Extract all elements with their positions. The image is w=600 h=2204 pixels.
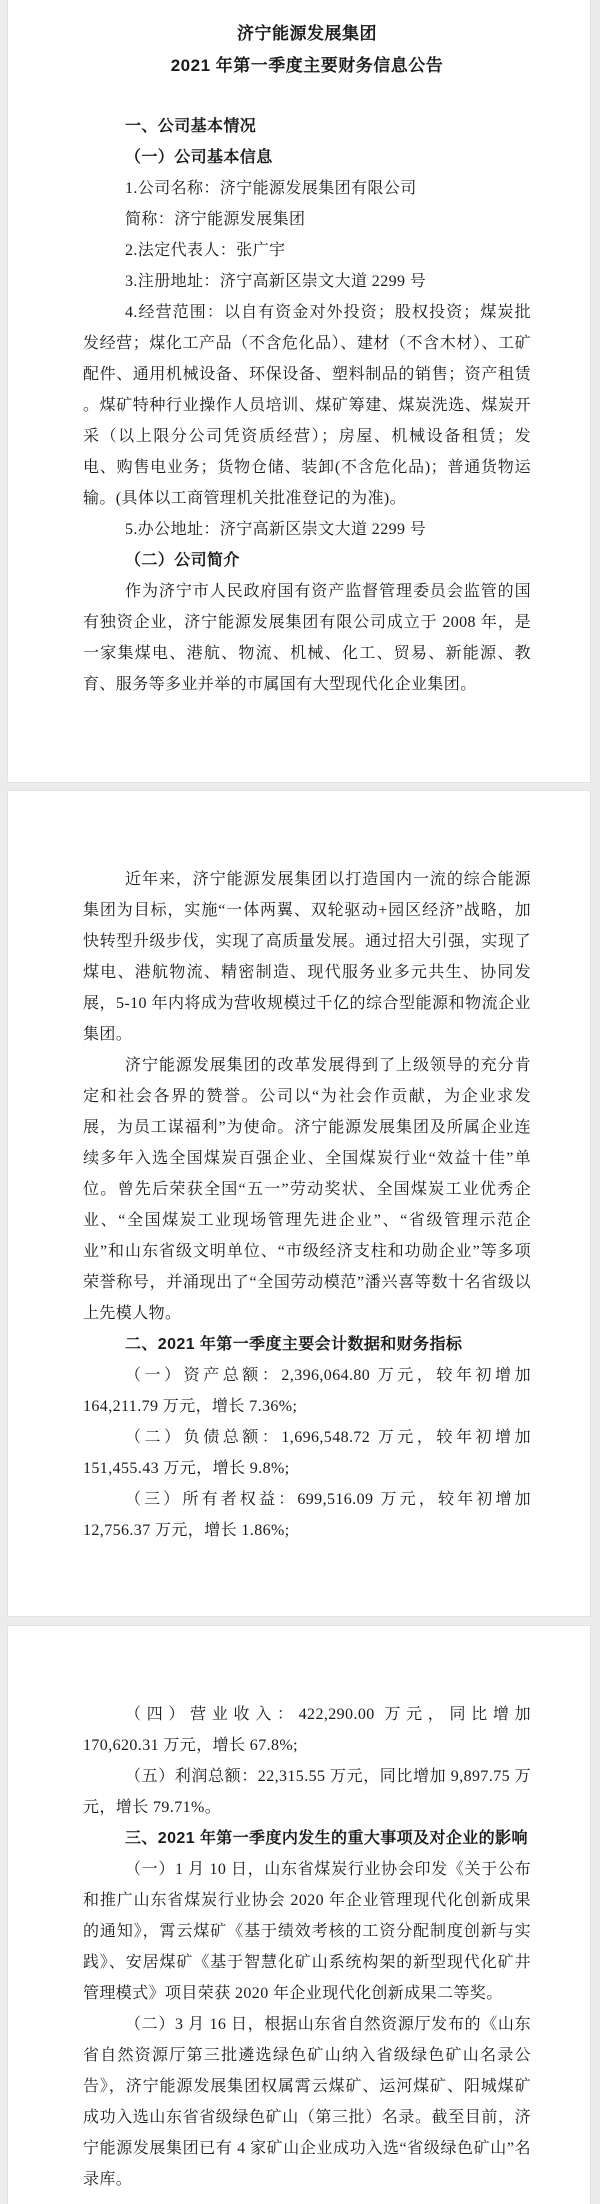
heading-section-1: 一、公司基本情况: [125, 118, 257, 135]
para-honors: 济宁能源发展集团的改革发展得到了上级领导的充分肯定和社会各界的赞誉。公司以“为社会作贡献，为企业求发展，为员工谋福利”为使命。济宁能源发展集团及所属企业连续多年入选全国煤炭百强企业、全国煤炭行业“效益十佳”单位。曾先后荣获全国“五一”劳动奖状、全国煤炭工业优秀企业、“全国煤炭工业现场管理先进企业”、“省级管理示范企业”和山东省级文明单位、“市级经济支柱和功勋企业”等多项荣誉称号，并涌现出了“全国劳动模范”潘兴喜等数十名省级以上先模人物。: [83, 1057, 531, 1322]
para-major-event-2: （二）3 月 16 日，根据山东省自然资源厅发布的《山东省自然资源厅第三批遴选绿色矿山纳入省级绿色矿山名录公告》，济宁能源发展集团权属霄云煤矿、运河煤矿、阳城煤矿成功入选山东省省级绿色矿山（第三批）名录。截至目前，济宁能源发展集团已有 4 家矿山企业成功入选“省级绿色矿山”名录库。: [83, 2016, 531, 2188]
fin-total-assets: （一）资产总额：2,396,064.80 万元，较年初增加 164,211.79 万元，增长 7.36%;: [83, 1367, 531, 1415]
para-strategy: 近年来，济宁能源发展集团以打造国内一流的综合能源集团为目标，实施“一体两翼、双轮驱动+园区经济”战略，加快转型升级步伐，实现了高质量发展。通过招大引强，实现了煤电、港航物流、精密制造、现代服务业多元共生、协同发展，5-10 年内将成为营收规模过千亿的综合型能源和物流企业集团。: [83, 871, 531, 1043]
document-title-line2: 2021 年第一季度主要财务信息公告: [170, 56, 444, 75]
item-office-address: 5.办公地址：济宁高新区崇文大道 2299 号: [125, 521, 427, 538]
para-company-profile: 作为济宁市人民政府国有资产监督管理委员会监管的国有独资企业，济宁能源发展集团有限公司成立于 2008 年，是一家集煤电、港航、物流、机械、化工、贸易、新能源、教育、服务等多业并举的市属国有大型现代化企业集团。: [83, 583, 531, 693]
item-registered-address: 3.注册地址：济宁高新区崇文大道 2299 号: [125, 273, 427, 290]
page-1: [7, 0, 591, 783]
page-3-content: [8, 1626, 590, 2195]
page-3: [7, 1625, 591, 2204]
page-1-content: [8, 0, 590, 700]
heading-section-2: 二、2021 年第一季度主要会计数据和财务指标: [125, 1336, 463, 1353]
para-major-event-1: （一）1 月 10 日，山东省煤炭行业协会印发《关于公布和推广山东省煤炭行业协会 2020 年企业管理现代化创新成果的通知》，霄云煤矿《基于绩效考核的工资分配制度创新与实践》、安居煤矿《基于智慧化矿山系统构架的新型现代化矿井管理模式》项目荣获 2020 年企业现代化创新成果二等奖。: [83, 1861, 531, 2002]
heading-section-3: 三、2021 年第一季度内发生的重大事项及对企业的影响: [125, 1830, 528, 1847]
heading-company-profile: （二）公司简介: [125, 552, 240, 569]
heading-basic-info: （一）公司基本信息: [125, 149, 273, 166]
fin-total-liabilities: （二）负债总额：1,696,548.72 万元，较年初增加 151,455.43 万元，增长 9.8%;: [83, 1429, 531, 1477]
document-title: [83, 18, 531, 82]
item-company-name: 1.公司名称：济宁能源发展集团有限公司: [125, 180, 417, 197]
fin-total-profit: （五）利润总额：22,315.55 万元，同比增加 9,897.75 万元，增长 79.71%。: [83, 1768, 531, 1816]
item-legal-representative: 2.法定代表人：张广宇: [125, 242, 286, 259]
item-business-scope: 4.经营范围：以自有资金对外投资；股权投资；煤炭批发经营；煤化工产品（不含危化品）、建材（不含木材）、工矿配件、通用机械设备、环保设备、塑料制品的销售；资产租赁 。煤矿特种行业操作人员培训、煤矿筹建、煤炭洗选、煤炭开采（以上限分公司凭资质经营）；房屋、机械设备租赁；发电、购售电业务；货物仓储、装卸(不含危化品)；普通货物运输。(具体以工商管理机关批准登记的为准)。: [83, 304, 531, 507]
fin-owners-equity: （三）所有者权益：699,516.09 万元，较年初增加 12,756.37 万元，增长 1.86%;: [83, 1491, 531, 1539]
item-short-name: 简称：济宁能源发展集团: [125, 211, 306, 228]
page-2: [7, 790, 591, 1617]
page-2-content: [8, 791, 590, 1546]
fin-operating-revenue: （四）营业收入：422,290.00 万元，同比增加 170,620.31 万元，增长 67.8%;: [83, 1706, 531, 1754]
document-title-line1: 济宁能源发展集团: [237, 24, 377, 43]
